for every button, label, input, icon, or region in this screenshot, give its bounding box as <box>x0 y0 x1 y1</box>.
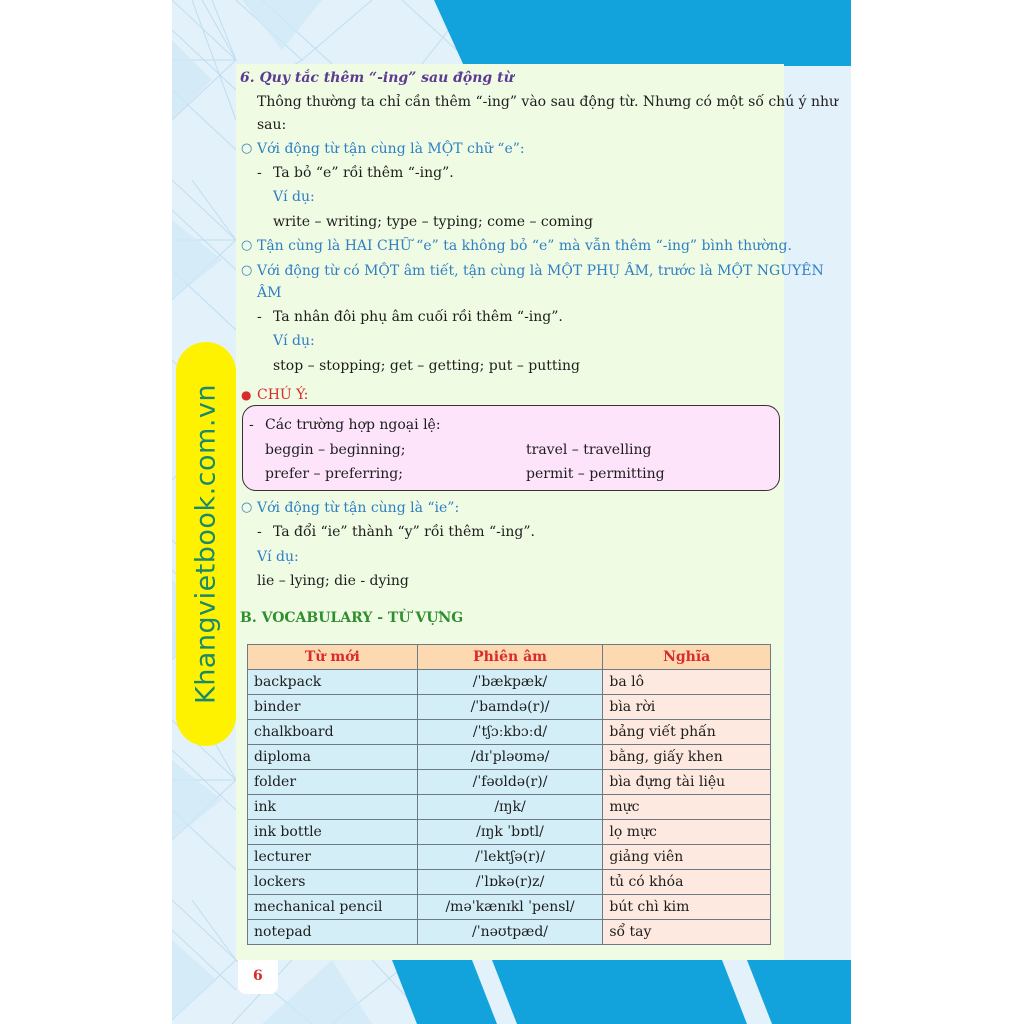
pronunciation-cell: /ˈbækpæk/ <box>417 670 603 695</box>
header-new-word: Từ mới <box>248 645 418 670</box>
word-cell: lecturer <box>248 845 418 870</box>
circle-bullet-icon: ○ <box>241 263 253 278</box>
table-row <box>248 720 771 745</box>
meaning-cell: lọ mực <box>603 820 771 845</box>
meaning-cell: bìa đựng tài liệu <box>603 770 771 795</box>
meaning-cell: bút chì kim <box>603 895 771 920</box>
pronunciation-cell: /ˈlektʃə(r)/ <box>417 845 603 870</box>
pronunciation-cell: /ɪŋk/ <box>417 795 603 820</box>
meaning-cell: mực <box>603 795 771 820</box>
rule-2-title: Tận cùng là HAI CHỮ “e” ta không bỏ “e” mà vẫn thêm “-ing” bình thường. <box>257 238 792 254</box>
rule-4-text: Ta đổi “ie” thành “y” rồi thêm “-ing”. <box>273 524 535 540</box>
rule-4-example-label: Ví dụ: <box>257 549 299 565</box>
intro-line-1: Thông thường ta chỉ cần thêm “-ing” vào sau động từ. Nhưng có một số chú ý như <box>257 94 839 110</box>
meaning-cell: bảng viết phấn <box>603 720 771 745</box>
word-cell: ink <box>248 795 418 820</box>
table-row <box>248 795 771 820</box>
rule-3-text: Ta nhân đôi phụ âm cuối rồi thêm “-ing”. <box>273 309 563 325</box>
table-row <box>248 745 771 770</box>
note-intro: Các trường hợp ngoại lệ: <box>265 417 441 433</box>
pronunciation-cell: /ˈfəʊldə(r)/ <box>417 770 603 795</box>
word-cell: mechanical pencil <box>248 895 418 920</box>
rule-4-example: lie – lying; die - dying <box>257 573 409 589</box>
rule-3-title-line-2: ÂM <box>257 285 282 301</box>
dash-icon: - <box>257 524 262 540</box>
note-example-4: permit – permitting <box>526 466 665 482</box>
table-row <box>248 920 771 945</box>
table-row <box>248 870 771 895</box>
rule-1-text: Ta bỏ “e” rồi thêm “-ing”. <box>273 165 454 181</box>
pronunciation-cell: /ˈlɒkə(r)z/ <box>417 870 603 895</box>
word-cell: lockers <box>248 870 418 895</box>
table-row <box>248 895 771 920</box>
dash-icon: - <box>249 417 254 433</box>
word-cell: folder <box>248 770 418 795</box>
vocabulary-title: B. VOCABULARY - TỪ VỰNG <box>240 610 464 626</box>
rule-3-title-line-1: Với động từ có MỘT âm tiết, tận cùng là MỘT PHỤ ÂM, trước là MỘT NGUYÊN <box>257 263 824 279</box>
word-cell: diploma <box>248 745 418 770</box>
word-cell: notepad <box>248 920 418 945</box>
meaning-cell: tủ có khóa <box>603 870 771 895</box>
word-cell: backpack <box>248 670 418 695</box>
rule-3-example-label: Ví dụ: <box>273 333 315 349</box>
circle-bullet-icon: ○ <box>241 238 253 253</box>
meaning-cell: bằng, giấy khen <box>603 745 771 770</box>
page-number-tab <box>238 960 278 994</box>
table-row <box>248 820 771 845</box>
word-cell: binder <box>248 695 418 720</box>
intro-line-2: sau: <box>257 117 287 133</box>
circle-bullet-icon: ○ <box>241 500 253 515</box>
note-example-3: prefer – preferring; <box>265 466 403 482</box>
rule-1-title: Với động từ tận cùng là MỘT chữ “e”: <box>257 141 525 157</box>
meaning-cell: bìa rời <box>603 695 771 720</box>
dash-icon: - <box>257 309 262 325</box>
pronunciation-cell: /ˈbaɪndə(r)/ <box>417 695 603 720</box>
header-pronunciation: Phiên âm <box>417 645 603 670</box>
table-row <box>248 695 771 720</box>
header-meaning: Nghĩa <box>603 645 771 670</box>
meaning-cell: sổ tay <box>603 920 771 945</box>
note-example-2: travel – travelling <box>526 442 652 458</box>
pronunciation-cell: /ˈtʃɔːkbɔːd/ <box>417 720 603 745</box>
rule-1-example: write – writing; type – typing; come – coming <box>273 214 593 230</box>
pronunciation-cell: /ˈnəʊtpæd/ <box>417 920 603 945</box>
table-row <box>248 770 771 795</box>
meaning-cell: ba lô <box>603 670 771 695</box>
table-row <box>248 670 771 695</box>
pronunciation-cell: /ɪŋk ˈbɒtl/ <box>417 820 603 845</box>
dash-icon: - <box>257 165 262 181</box>
rule-4-title: Với động từ tận cùng là “ie”: <box>257 500 460 516</box>
rule-3-example: stop – stopping; get – getting; put – putting <box>273 358 580 374</box>
word-cell: chalkboard <box>248 720 418 745</box>
pronunciation-cell: /məˈkænɪkl ˈpensl/ <box>417 895 603 920</box>
note-label: CHÚ Ý: <box>257 387 309 403</box>
meaning-cell: giảng viên <box>603 845 771 870</box>
page-number: 6 <box>253 968 263 984</box>
publisher-logo-text: Khangvietbook.com.vn <box>190 383 222 705</box>
circle-bullet-icon: ○ <box>241 141 253 156</box>
table-header-row <box>248 645 771 670</box>
word-cell: ink bottle <box>248 820 418 845</box>
note-bullet-icon: ● <box>241 388 252 402</box>
table-row <box>248 845 771 870</box>
rule-1-example-label: Ví dụ: <box>273 189 315 205</box>
vocabulary-table <box>247 644 771 945</box>
section-6-title: 6. Quy tắc thêm “-ing” sau động từ <box>240 70 514 86</box>
note-example-1: beggin – beginning; <box>265 442 406 458</box>
pronunciation-cell: /dɪˈpləʊmə/ <box>417 745 603 770</box>
